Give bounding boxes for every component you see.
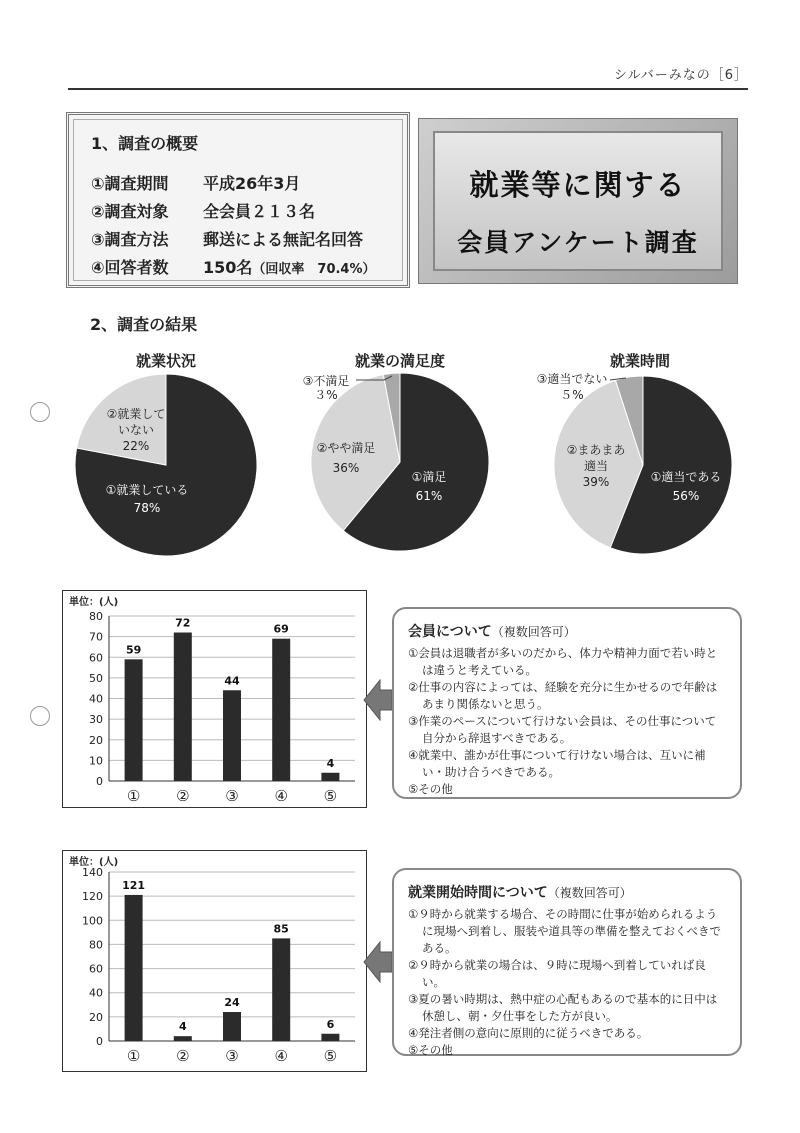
- y-tick-label: 120: [82, 890, 103, 904]
- slice-label: ①適当である: [650, 470, 722, 484]
- y-tick-label: 20: [89, 1010, 103, 1024]
- x-tick-label: ④: [274, 787, 288, 805]
- note-item: ②仕事の内容によっては、経験を充分に生かせるので年齢はあまり関係ないと思う。: [408, 680, 718, 711]
- y-tick-label: 40: [89, 986, 103, 1000]
- note-item: ⑤その他: [408, 782, 453, 796]
- start-time-note-box: [392, 868, 742, 1056]
- y-tick-label: 40: [89, 692, 103, 706]
- bar-chart-members-frame: [62, 590, 367, 808]
- bar-chart-start-time-frame: [62, 850, 367, 1072]
- y-tick-label: 70: [89, 630, 103, 644]
- y-tick-label: 80: [89, 610, 103, 623]
- bar-value-label: 59: [125, 643, 142, 657]
- slice-value: 36%: [332, 461, 360, 475]
- pie-employment: [75, 374, 257, 556]
- note-title: [408, 621, 726, 641]
- punch-hole: [30, 706, 50, 726]
- note-subtitle: （複数回答可）: [547, 886, 632, 900]
- x-tick-label: ③: [225, 787, 239, 805]
- note-title-text: 会員について: [408, 624, 492, 640]
- members-note-box: [392, 607, 742, 799]
- slice-value: 56%: [672, 489, 700, 503]
- overview-value: 平成26年3月: [203, 174, 301, 193]
- x-tick-label: ②: [176, 1047, 190, 1065]
- bar: [321, 1034, 339, 1041]
- slice-value: ５%: [560, 388, 584, 402]
- pie-title-satisfaction: 就業の満足度: [354, 352, 445, 370]
- overview-extra: （回収率 70.4%）: [252, 262, 376, 277]
- arrow-left-icon: [360, 934, 394, 990]
- y-tick-label: 20: [89, 733, 103, 747]
- overview-value: 150名: [203, 258, 253, 277]
- arrow-left-icon: [360, 672, 394, 728]
- bar: [223, 1012, 241, 1041]
- y-tick-label: 10: [89, 754, 103, 768]
- slice-label: ③適当でない: [536, 372, 608, 386]
- banner-title-line1: 就業等に関する: [469, 168, 687, 202]
- slice-value: 22%: [122, 439, 150, 453]
- x-tick-label: ⑤: [323, 787, 338, 805]
- bar-value-label: 44: [224, 674, 240, 688]
- y-tick-label: 50: [89, 671, 103, 685]
- note-item: ④就業中、誰かが仕事について行けない場合は、互いに補い・助け合うべきである。: [408, 748, 706, 779]
- slice-label: ②やや満足: [316, 441, 376, 455]
- overview-key: ①調査期間: [91, 174, 169, 193]
- bar-value-label: 72: [175, 616, 191, 630]
- bar: [174, 1036, 192, 1041]
- slice-label-part: 適当: [583, 459, 609, 473]
- pie-hours: [554, 376, 732, 554]
- results-heading: 2、調査の結果: [90, 315, 198, 334]
- slice-label-part: ②まあまあ: [566, 443, 626, 457]
- y-tick-label: 60: [89, 651, 103, 665]
- bar-chart-start-time: [63, 851, 365, 1070]
- bar-value-label: 121: [122, 878, 146, 892]
- slice-value: 39%: [582, 475, 610, 489]
- note-item: ②９時から就業の場合は、９時に現場へ到着していれば良い。: [408, 958, 706, 989]
- note-title-text: 就業開始時間について: [408, 885, 548, 901]
- bar: [174, 633, 192, 782]
- slice-label: ③不満足: [302, 374, 350, 388]
- x-tick-label: ①: [126, 787, 141, 805]
- bar: [125, 895, 143, 1041]
- y-tick-label: 140: [82, 866, 103, 879]
- overview-key: ④回答者数: [91, 258, 169, 277]
- note-item: ③夏の暑い時期は、熱中症の心配もあるので基本的に日中は休憩し、朝・夕仕事をした方が良い。: [408, 992, 718, 1023]
- y-tick-label: 0: [96, 1035, 103, 1048]
- pie-title-employment: 就業状況: [135, 352, 196, 370]
- slice-label: ①満足: [411, 470, 447, 484]
- y-tick-label: 80: [89, 938, 103, 952]
- x-tick-label: ④: [274, 1047, 288, 1065]
- slice-value: 78%: [133, 501, 161, 515]
- overview-value: 郵送による無記名回答: [203, 230, 364, 249]
- slice-label-part: いない: [117, 423, 155, 437]
- y-tick-label: 0: [96, 775, 103, 788]
- pie-title-hours: 就業時間: [609, 352, 670, 370]
- note-item: ①会員は退職者が多いのだから、体力や精神力面で若い時とは違うと考えている。: [408, 646, 718, 677]
- bar-value-label: 85: [273, 922, 289, 936]
- note-item: ③作業のペースについて行けない会員は、その仕事について自分から辞退すべきである。: [408, 714, 717, 745]
- note-subtitle: （複数回答可）: [491, 625, 576, 639]
- overview-title: 1、調査の概要: [91, 134, 199, 153]
- note-item: ⑤その他: [408, 1043, 453, 1057]
- note-item: ①９時から就業する場合、その時間に仕事が始められるように現場へ到着し、服装や道具等の準備を整えておくべきである。: [408, 907, 721, 955]
- overview-value: 全会員２１３名: [203, 202, 316, 221]
- y-tick-label: 60: [89, 962, 103, 976]
- y-tick-label: 100: [82, 914, 103, 928]
- bar: [321, 773, 339, 781]
- bar: [272, 639, 290, 781]
- slice-value: 61%: [415, 489, 443, 503]
- bar-value-label: 4: [326, 756, 335, 770]
- bar-value-label: 69: [273, 622, 289, 636]
- x-tick-label: ⑤: [323, 1047, 338, 1065]
- chart-unit-label: 単位：(人): [69, 597, 119, 608]
- overview-key: ②調査対象: [91, 202, 169, 221]
- note-title: [408, 882, 726, 902]
- overview-key: ③調査方法: [91, 230, 169, 249]
- bar: [272, 938, 290, 1041]
- bar-value-label: 24: [224, 996, 240, 1010]
- bar-value-label: 4: [178, 1020, 187, 1034]
- banner-title-line2: 会員アンケート調査: [457, 228, 699, 257]
- slice-label: ①就業している: [105, 483, 189, 497]
- x-tick-label: ②: [176, 787, 190, 805]
- chart-unit-label: 単位：(人): [69, 857, 119, 868]
- x-tick-label: ③: [225, 1047, 239, 1065]
- note-item: ④発注者側の意向に原則的に従うべきである。: [408, 1026, 649, 1040]
- slice-label-part: ②就業して: [106, 407, 166, 421]
- x-tick-label: ①: [126, 1047, 141, 1065]
- bar: [125, 659, 143, 781]
- bar-value-label: 6: [326, 1017, 335, 1031]
- page-header: シルバーみなの［6］: [613, 68, 748, 83]
- y-tick-label: 30: [89, 713, 103, 727]
- bar: [223, 690, 241, 781]
- bar-chart-members: [63, 591, 365, 806]
- slice-value: ３%: [314, 388, 338, 402]
